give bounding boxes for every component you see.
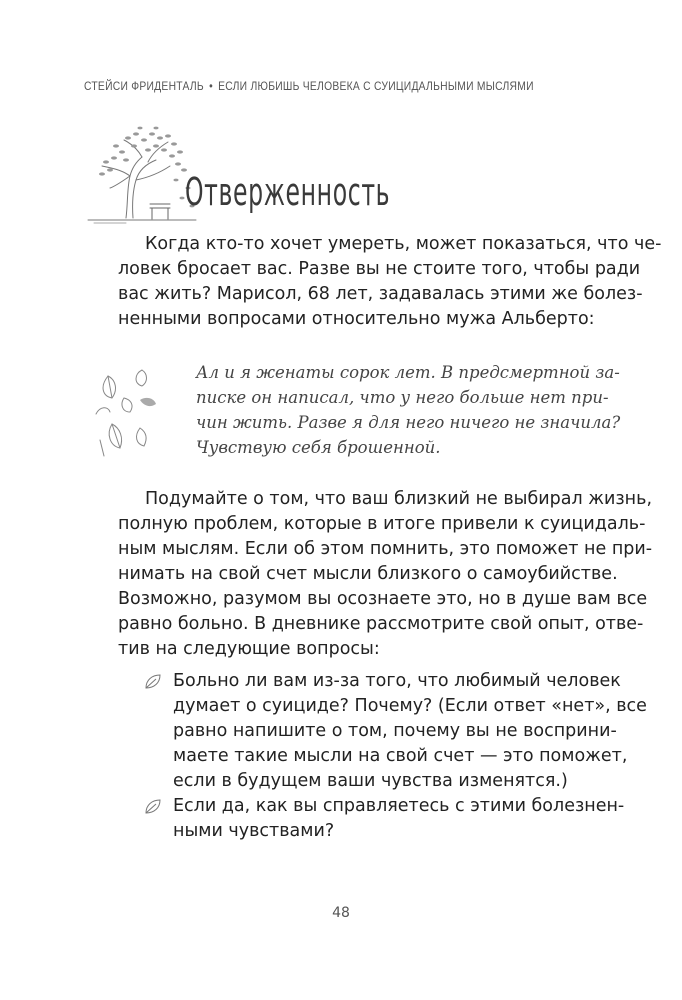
question-text: [173, 794, 625, 844]
leaf-bullet-icon: [144, 798, 162, 815]
text-line: ловек бросает вас. Разве вы не стоите того, чтобы ради: [118, 259, 641, 279]
text-line: полную проблем, которые в итоге привели к суицидаль-: [118, 514, 646, 534]
text-line: равно напишите о том, почему вы не восприни-: [173, 721, 617, 741]
question-item: [146, 669, 647, 794]
quote-line: Ал и я женаты сорок лет. В предсмертной за-: [196, 363, 620, 382]
running-head-author: СТЕЙСИ ФРИДЕНТАЛЬ: [84, 79, 204, 93]
text-line: Возможно, разумом вы осознаете это, но в душе вам все: [118, 589, 648, 609]
text-line: ненными вопросами относительно мужа Альберто:: [118, 309, 595, 329]
quote-block: [196, 360, 621, 460]
text-line: нимать на свой счет мысли близкого о самоубийстве.: [118, 564, 618, 584]
text-line: если в будущем ваши чувства изменятся.): [173, 771, 568, 791]
leaf-bullet-icon: [144, 673, 162, 690]
text-line: ным мыслям. Если об этом помнить, это поможет не при-: [118, 539, 653, 559]
body-paragraph: [118, 487, 653, 662]
text-line: тив на следующие вопросы:: [118, 639, 380, 659]
question-item: [146, 794, 625, 844]
text-line: вас жить? Марисол, 68 лет, задавалась этими же болез-: [118, 284, 643, 304]
intro-paragraph: [118, 232, 662, 332]
page-number: 48: [332, 905, 350, 921]
falling-leaves-icon: [94, 364, 174, 459]
quote-line: чин жить. Разве я для него ничего не значила?: [196, 413, 621, 432]
text-line: равно больно. В дневнике рассмотрите свой опыт, отве-: [118, 614, 644, 634]
running-head: [84, 79, 534, 93]
quote-line: писке он написал, что у него больше нет при-: [196, 388, 609, 407]
quote-line: Чувствую себя брошенной.: [196, 438, 441, 457]
text-line: Подумайте о том, что ваш близкий не выбирал жизнь,: [145, 489, 653, 509]
text-line: думает о суициде? Почему? (Если ответ «нет», все: [173, 696, 647, 716]
text-line: Если да, как вы справляетесь с этими болезнен-: [173, 796, 625, 816]
question-list: [146, 669, 647, 844]
text-line: Когда кто-то хочет умереть, может показаться, что че-: [145, 234, 662, 254]
tree-bench-illustration-icon: [86, 122, 198, 227]
text-line: ными чувствами?: [173, 821, 335, 841]
question-text: [173, 669, 647, 794]
chapter-title: Отверженность: [185, 170, 391, 214]
running-head-book-title: ЕСЛИ ЛЮБИШЬ ЧЕЛОВЕКА С СУИЦИДАЛЬНЫМИ МЫСЛЯМИ: [218, 79, 534, 93]
text-line: Больно ли вам из-за того, что любимый человек: [173, 671, 621, 691]
running-head-separator: •: [209, 79, 213, 93]
text-line: маете такие мысли на свой счет — это поможет,: [173, 746, 628, 766]
